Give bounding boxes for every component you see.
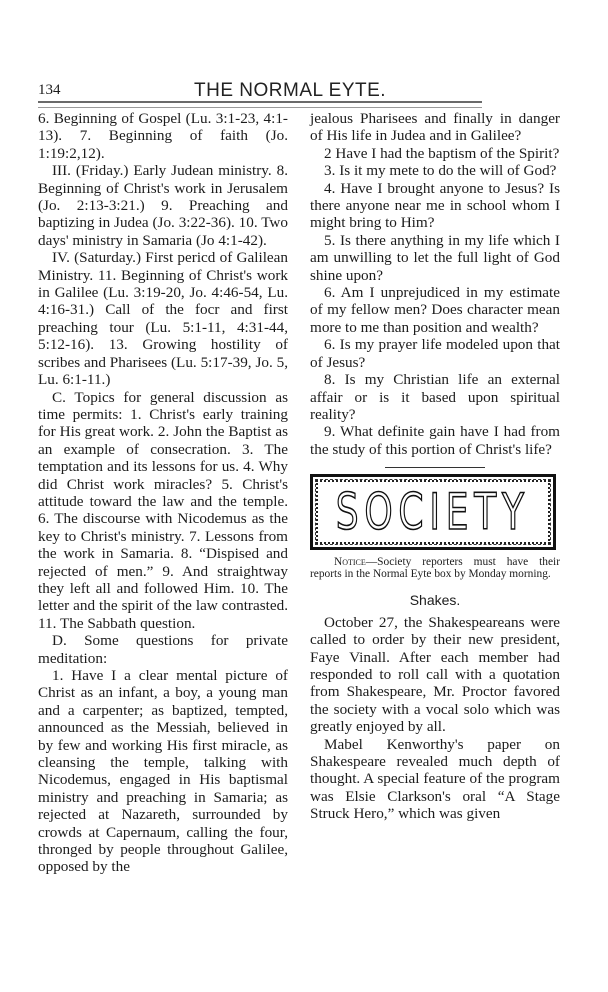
society-banner	[310, 474, 556, 550]
notice-lead: Notice	[334, 556, 366, 569]
paragraph: 6. Is my prayer life modeled upon that of Jesus?	[310, 336, 560, 371]
paragraph: 9. What definite gain have I had from the study of this portion of Christ's life?	[310, 423, 560, 458]
paragraph: 8. Is my Christian life an external affair or is it based upon spiritual reality?	[310, 371, 560, 423]
right-column	[310, 110, 560, 823]
header-rule	[38, 101, 482, 108]
paragraph: 6. Am I unprejudiced in my estimate of my fellow men? Does character mean more to me than position and wealth?	[310, 284, 560, 336]
section-divider	[385, 467, 485, 468]
paragraph: 1. Have I a clear mental picture of Christ as an infant, a boy, a young man and a carpenter; as baptized, tempted, announced as the Messiah, believed in by few and working His first miracle, as cleansing the temple, talking with Nicodemus, engaged in His baptismal ministry and preaching in Samaria; as rejected at Nazareth, surrounded by crowds at Capernaum, calling the four, thronged by people throughout Galilee, opposed by the	[38, 667, 288, 876]
paragraph: D. Some questions for private meditation:	[38, 632, 288, 667]
paragraph: III. (Friday.) Early Judean ministry. 8. Beginning of Christ's work in Jerusalem (Jo. 2:13-3:21.) 9. Preaching and baptizing in Judea (Jo. 3:22-36). 10. Two days' ministry in Samaria (Jo 4:1-42).	[38, 162, 288, 249]
paragraph: 6. Beginning of Gospel (Lu. 3:1-23, 4:1-13). 7. Beginning of faith (Jo. 1:19:2,12).	[38, 110, 288, 162]
running-title: THE NORMAL EYTE.	[194, 80, 387, 101]
paragraph: 5. Is there anything in my life which I am unwilling to let the full light of God shine upon?	[310, 231, 560, 284]
page-number: 134	[38, 82, 61, 98]
notice	[310, 557, 560, 580]
notice-text: —Society reporters must have their reports in the Normal Eyte box by Monday morning.	[310, 556, 560, 580]
paragraph: IV. (Saturday.) First pericd of Galilean Ministry. 11. Beginning of Christ's work in Galilee (Lu. 3:19-20, Jo. 4:46-54, Lu. 4:16-31.) Call of the focr and first preaching tour (Lu. 5:1-11, 4:31-44, 5:12-16). 13. Growing hostility of scribes and Pharisees (Lu. 5:17-39, Jo. 5, Lu. 6:1-11.)	[38, 249, 288, 389]
paragraph: Mabel Kenworthy's paper on Shakespeare revealed much depth of thought. A special feature of the program was Elsie Clarkson's oral “A Stage Struck Hero,” which was given	[310, 735, 560, 823]
paragraph: 4. Have I brought anyone to Jesus? Is there anyone near me in school whom I might bring to Him?	[310, 179, 560, 232]
left-column	[38, 110, 288, 876]
paragraph: October 27, the Shakespeareans were called to order by their new president, Faye Vinall. After each member had responded to roll call with a quotation from Shakespeare, Mr. Proctor favored the society with a vocal solo which was greatly enjoyed by all.	[310, 613, 560, 736]
paragraph: 2 Have I had the baptism of the Spirit?	[324, 144, 560, 162]
paragraph: 3. Is it my mete to do the will of God?	[324, 162, 557, 180]
paragraph: jealous Pharisees and finally in danger of His life in Judea and in Galilee?	[310, 110, 560, 145]
society-banner-title: SOCIETY	[336, 483, 530, 542]
section-heading: Shakes.	[409, 592, 461, 609]
page-header	[38, 76, 482, 102]
paragraph: C. Topics for general discussion as time permits: 1. Christ's early training for His great work. 2. John the Baptist as an example of consecration. 3. The temptation and its lessons for us. 4. Why did Christ work miracles? 5. Christ's attitude toward the law and the temple. 6. The discourse with Nicodemus as the key to Christ's ministry. 7. Lessons from the work in Samaria. 8. “Dispised and rejected of men.” 9. And straightway they left all and followed Him. 10. The letter and the spirit of the law contrasted. 11. The Sabbath question.	[38, 388, 288, 632]
